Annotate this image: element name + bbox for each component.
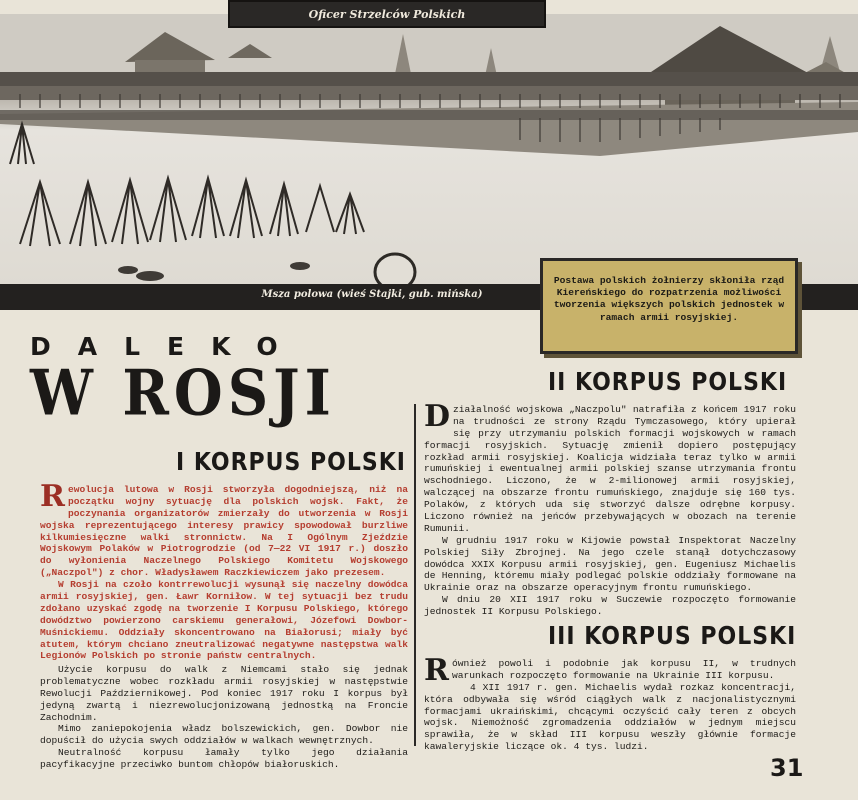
section-3-heading: III KORPUS POLSKI: [548, 622, 797, 651]
section-1-heading: I KORPUS POLSKI: [176, 448, 406, 477]
section-1-paragraph-1: Użycie korpusu do walk z Niemcami stało się jednak problematyczne wobec rozkładu armii rosyjskiej w następstwie Rewolucji Październikowej. Pod koniec 1917 roku I korpus był jedyną zwartą i niezrewolucjonizowaną jednostką na Froncie Zachodnim.: [40, 664, 408, 723]
section-1-text: [40, 664, 408, 771]
title-headline: W ROSJI: [30, 356, 336, 431]
photo-caption: Msza polowa (wieś Stajki, gub. mińska): [261, 289, 483, 300]
section-2-paragraph-2: W grudniu 1917 roku w Kijowie powstał Inspektorat Naczelny Polskiej Siły Zbrojnej. Na jego czele stanął dotychczasowy dowódca XXIX Korpusu armii rosyjskiej, gen. Eugeniusz Michaelis de Henning, któremu miały podlegać polskie oddziały formowane na Ukrainie oraz na obszarze operacyjnym frontu rumuńskiego.: [424, 534, 796, 594]
section-1-red-paragraph-1: [40, 479, 408, 579]
section-1-red-text: [40, 479, 408, 662]
section-3-paragraph-1: [424, 653, 796, 688]
field-mass-photo: [0, 14, 858, 290]
section-2-dropcap: D: [424, 399, 451, 434]
section-3-dropcap: R: [424, 653, 449, 688]
section-3-text: [424, 653, 796, 753]
section-1-red-paragraph-1-text: ewolucja lutowa w Rosji stworzyła dogodniejszą, niż na początku wojny sytuację dla polskich wojsk. Fakt, że poczynania organizatorów zmierzały do utworzenia w Rosji wojska reprezentującego interesy prawicy spowodował burzliwe kilkumiesięczne walki stronnictw. Na I Ogólnym Zjeździe Wojskowym Polaków w Piotrogrodzie (od 7—22 VI 1917 r.) doszło do wyłonienia Naczelnego Polskiego Komitetu Wojskowego („Naczpol") z chor. Władysławem Raczkiewiczem jako prezesem.: [40, 484, 408, 579]
photo-note: Postawa polskich żołnierzy skłoniła rząd Kiereńskiego do rozpatrzenia możliwości tworzenia większych polskich jednostek w ramach armii rosyjskiej.: [540, 258, 798, 354]
section-1-paragraph-2: Mimo zaniepokojenia władz bolszewickich, gen. Dowbor nie dopuścił do użycia swych oddziałów w walkach wewnętrznych.: [40, 723, 408, 747]
section-2-paragraph-3: W dniu 20 XII 1917 roku w Suczewie rozpoczęto formowanie jednostek II Korpusu Polskiego.: [424, 594, 796, 618]
column-divider: [414, 404, 416, 746]
field-mass-illustration: [0, 14, 858, 290]
section-2-text: [424, 399, 796, 618]
section-2-paragraph-1-text: ziałalność wojskowa „Naczpolu" natrafiła z końcem 1917 roku na trudności ze strony Rządu Tymczasowego, który upierał się przy utrzymaniu polskich formacji wojskowych w ramach formacji rosyjskich. Sytuację zmienił dopiero postępujący rozkład armii rosyjskiej. Koalicja widziała teraz tylko w armii rumuńskiej i ewentualnej armii polskiej szanse utrzymania frontu wschodniego. Liczono, że w 2-milionowej armii rosyjskiej, walczącej na obszarze frontu rumuńskiego, znajduje się 160 tys. Polaków, z których uda się stworzyć dalsze odrębne korpusy. Liczono również na jeńców przebywających w obozach na terenie Rumunii.: [424, 404, 796, 534]
page-number: 31: [770, 754, 804, 782]
section-1-red-paragraph-2: W Rosji na czoło kontrrewolucji wysunął się naczelny dowódca armii rosyjskiej, gen. Ławr Korniłow. W tej sytuacji bez trudu zdołano uzyskać zgodę na tworzenie I Korpusu Polskiego, którego dowództwo powierzono carskiemu generałowi, Józefowi Dowbor-Muśnickiemu. Oddziały skoncentrowano na Białorusi; miały być atutem, którym chciano zneutralizować negatywne następstwa walk Legionów Polskich po stronie państw centralnych.: [40, 579, 408, 662]
section-2-paragraph-1: [424, 399, 796, 535]
series-label: Oficer Strzelców Polskich: [228, 0, 546, 28]
section-1-dropcap: R: [40, 479, 65, 514]
section-1-paragraph-3: Neutralność korpusu łamały tylko jego działania pacyfikacyjne przeciwko buntom chłopów białoruskich.: [40, 747, 408, 771]
section-2-heading: II KORPUS POLSKI: [548, 368, 788, 397]
section-3-paragraph-2: 4 XII 1917 r. gen. Michaelis wydał rozkaz koncentracji, która odbywała się wśród ciągłych walk z nacjonalistycznymi formacjami ukraińskimi, chcącymi oczyścić cały teren z obcych wojsk. Niemożność zgromadzenia oddziałów w jednym miejscu sprawiła, że w skład III korpusu weszły głównie formacje kawaleryjskie liczące ok. 4 tys. ludzi.: [424, 681, 796, 753]
title-kicker: DALEKO: [30, 332, 305, 361]
section-3-paragraph-1-text: ównież powoli i podobnie jak korpusu II, w trudnych warunkach rozpoczęto formowanie na Ukrainie III korpusu.: [451, 658, 796, 681]
